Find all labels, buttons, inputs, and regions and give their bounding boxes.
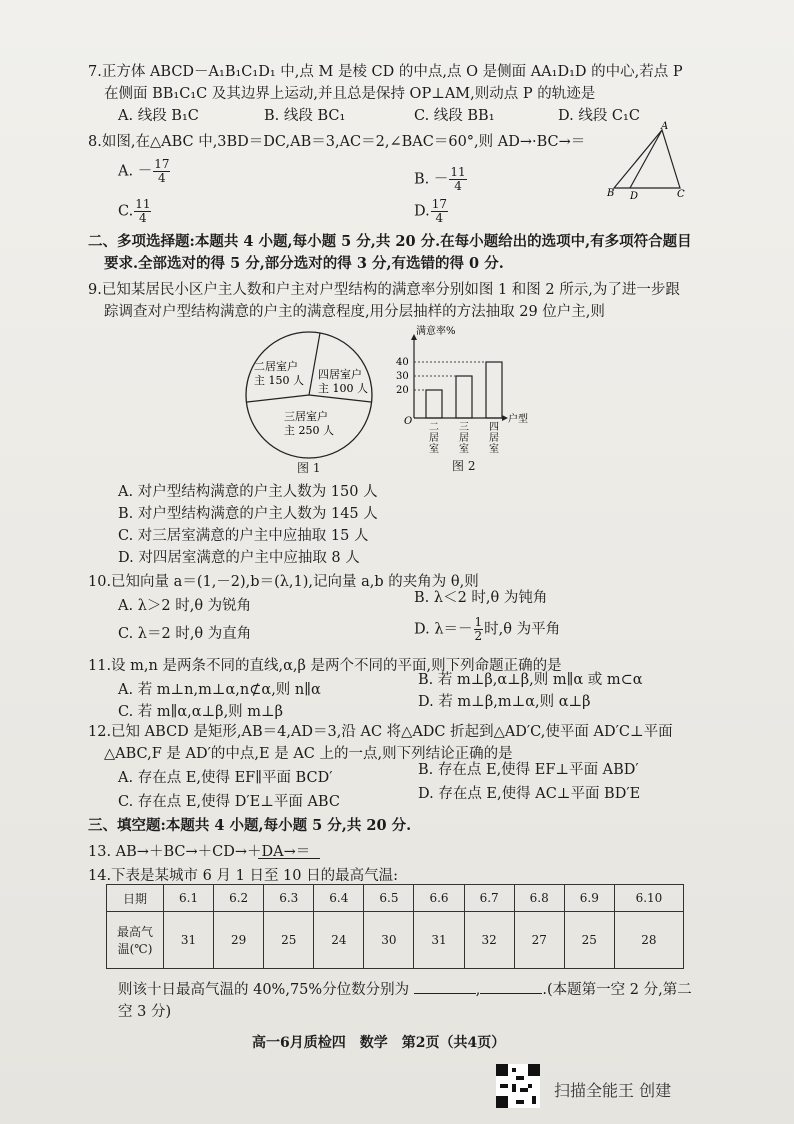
q11-stem: 11.设 m,n 是两条不同的直线,α,β 是两个不同的平面,则下列命题正确的是 [88,658,562,674]
section3-heading: 三、填空题:本题共 4 小题,每小题 5 分,共 20 分. [88,817,412,834]
q8-option-d-den: 4 [435,211,444,225]
table-cell-date: 6.10 [614,885,683,912]
table-cell-temp: 31 [164,912,214,969]
q14-answer-blank-2[interactable] [480,993,542,994]
q8-option-c-num: 11 [135,197,151,211]
table-cell-temp: 27 [514,912,564,969]
q14-tail-line2: 空 3 分) [118,1004,172,1020]
q12-option-c: C. 存在点 E,使得 D′E⊥平面 ABC [118,794,340,810]
q14-answer-blank-1[interactable] [414,993,476,994]
pie-divider-2 [309,395,371,402]
q10-option-b: B. λ＜2 时,θ 为钝角 [414,590,548,606]
bar-cat-2room-char2: 居 [429,433,439,444]
table-cell-date: 6.9 [564,885,614,912]
vertex-b-label: B [607,188,615,199]
bar-xlabel: 户型 [508,414,528,425]
q8-stem: 8.如图,在△ABC 中,3BD＝DC,AB＝3,AC＝2,∠BAC＝60°,则 AD→·BC→＝ [88,134,586,150]
pie-label-4room-line1: 四居室户 [318,368,362,381]
table-cell-date: 6.1 [164,885,214,912]
q10-option-a: A. λ＞2 时,θ 为锐角 [118,598,252,614]
bar-cat-3room-char3: 室 [459,444,469,455]
pie-chart-figure1 [244,330,374,460]
q8-option-c-prefix: C. [118,203,134,220]
table-cell-temp: 31 [414,912,464,969]
table-header-temp-line2: 温(℃) [117,942,153,956]
q9-option-b: B. 对户型结构满意的户主人数为 145 人 [118,506,378,522]
q10-option-d-num: 1 [474,615,483,629]
q9-line2: 踪调查对户型结构满意的户主的满意程度,用分层抽样的方法抽取 29 位户主,则 [104,304,605,320]
q8-option-a-den: 4 [158,171,166,185]
q9-line1: 9.已知某居民小区户主人数和户主对户型结构的满意率分别如图 1 和图 2 所示,为了进一步跟 [88,282,680,298]
q8-option-b-fraction [449,166,466,193]
table-cell-temp: 32 [464,912,514,969]
bar-origin-label: O [404,416,413,427]
q9-option-d: D. 对四居室满意的户主中应抽取 8 人 [118,550,360,566]
q10-option-d-den: 2 [474,629,483,643]
table-cell-date: 6.4 [314,885,364,912]
pie-label-4room-line2: 主 100 人 [318,382,368,395]
table-cell-temp: 30 [364,912,414,969]
bar-caption: 图 2 [452,459,476,473]
table-cell-temp: 25 [264,912,314,969]
table-cell-date: 6.7 [464,885,514,912]
bar-cat-4room-char3: 室 [489,444,499,455]
q7-option-d: D. 线段 C₁C [558,108,640,124]
q12-option-d: D. 存在点 E,使得 AC⊥平面 BD′E [418,786,641,802]
bar-cat-4room-char1: 四 [489,422,499,433]
pie-divider-3 [247,395,309,402]
q14-tail-text: 则该十日最高气温的 40%,75%分位数分别为 [118,982,410,998]
pie-label-3room-line2: 主 250 人 [284,424,334,437]
table-cell-temp: 28 [614,912,683,969]
q11-option-c: C. 若 m∥α,α⊥β,则 m⊥β [118,704,284,720]
scanner-watermark: 扫描全能王 创建 [554,1081,672,1100]
bar-ylabel: 满意率% [416,326,456,337]
table-header-temp-line1: 最高气 [116,925,153,939]
q12-line2: △ABC,F 是 AD′的中点,E 是 AC 上的一点,则下列结论正确的是 [104,746,513,762]
pie-label-2room-line2: 主 150 人 [254,374,304,387]
bar-cat-2room-char1: 二 [429,422,439,433]
q14-tail-line1: 则该十日最高气温的 40%,75%分位数分别为 , .(本题第一空 2 分,第二 [118,982,692,998]
q8-option-a-num: 17 [154,157,170,171]
q8-option-b-den: 4 [454,179,462,193]
segment-ad [630,130,662,188]
q10-option-c: C. λ＝2 时,θ 为直角 [118,626,252,642]
bar-chart-figure2 [394,320,528,455]
pie-label-3room-line1: 三居室户 [284,410,328,423]
section2-line1: 二、多项选择题:本题共 4 小题,每小题 5 分,共 20 分.在每小题给出的选项中,有多项符合题目 [88,233,692,250]
qr-code-icon [496,1064,540,1108]
q12-option-b: B. 存在点 E,使得 EF⊥平面 ABD′ [418,762,639,778]
bar-2 [486,362,502,418]
q10-option-d [414,616,560,643]
q8-option-b [414,166,468,193]
section2-line2: 要求.全部选对的得 5 分,部分选对的得 3 分,有选错的得 0 分. [104,255,504,272]
vertex-c-label: C [677,189,685,200]
table-row-temps [107,912,684,969]
q8-option-d-prefix: D. [414,203,430,220]
q8-option-c-den: 4 [139,211,147,225]
q10-option-d-suffix: 时,θ 为平角 [484,621,561,638]
q8-triangle-figure [606,120,686,200]
q14-stem: 14.下表是某城市 6 月 1 日至 10 日的最高气温: [88,868,398,884]
table-cell-temp: 29 [214,912,264,969]
table-row-dates [107,885,684,912]
triangle-abc [614,130,680,188]
bar-cat-2room-char3: 室 [429,444,439,455]
bar-ytick-30: 30 [396,371,409,382]
q8-option-c-fraction [134,198,151,225]
bar-marks [414,362,502,418]
bar-ticks [396,357,409,396]
bar-ytick-20: 20 [396,385,409,396]
vertex-a-label: A [661,121,669,132]
q11-option-d: D. 若 m⊥β,m⊥α,则 α⊥β [418,694,591,710]
page-footer: 高一6月质检四 数学 第2页（共4页） [252,1035,506,1051]
q10-stem: 10.已知向量 a＝(1,－2),b＝(λ,1),记向量 a,b 的夹角为 θ,则 [88,574,479,590]
q13-answer-blank[interactable] [258,858,320,859]
q11-option-a: A. 若 m⊥n,m⊥α,n⊄α,则 n∥α [118,682,321,698]
q10-option-d-prefix: D. λ＝－ [414,621,473,638]
q8-option-d-fraction [431,198,448,225]
q12-line1: 12.已知 ABCD 是矩形,AB＝4,AD＝3,沿 AC 将△ADC 折起到△AD′C,使平面 AD′C⊥平面 [88,724,673,740]
q8-option-a-fraction [153,158,170,185]
q7-option-c: C. 线段 BB₁ [414,108,495,124]
q8-option-a [118,158,171,185]
table-cell-temp: 25 [564,912,614,969]
table-cell-date: 6.6 [414,885,464,912]
table-cell-date: 6.5 [364,885,414,912]
q10-option-d-fraction [474,616,484,643]
table-cell-temp: 24 [314,912,364,969]
table-cell-date: 6.2 [214,885,264,912]
table-header-temp [107,912,164,969]
temperature-table [106,884,684,969]
table-cell-date: 6.8 [514,885,564,912]
q7-line2: 在侧面 BB₁C₁C 及其边界上运动,并且总是保持 OP⊥AM,则动点 P 的轨迹是 [104,86,596,102]
q9-option-c: C. 对三居室满意的户主中应抽取 15 人 [118,528,369,544]
q11-option-b: B. 若 m⊥β,α⊥β,则 m∥α 或 m⊂α [418,672,643,688]
bar-ytick-40: 40 [396,357,409,368]
point-d-label: D [630,191,639,202]
bar-1 [456,376,472,418]
bar-cat-3room-char1: 三 [459,422,469,433]
q7-line1: 7.正方体 ABCD－A₁B₁C₁D₁ 中,点 M 是棱 CD 的中点,点 O 是侧面 AA₁D₁D 的中心,若点 P [88,64,683,80]
table-header-date: 日期 [107,885,164,912]
bar-0 [426,390,442,418]
q8-option-d-num: 17 [431,197,447,211]
q12-option-a: A. 存在点 E,使得 EF∥平面 BCD′ [118,770,333,786]
bar-cat-3room-char2: 居 [459,433,469,444]
bar-cat-4room-char2: 居 [489,433,499,444]
table-cell-date: 6.3 [264,885,314,912]
q8-option-d [414,198,449,225]
q14-tail-end: .(本题第一空 2 分,第二 [542,982,692,998]
q13-stem: 13. AB→＋BC→＋CD→＋DA→＝ [88,844,311,860]
pie-label-2room-line1: 二居室户 [254,360,298,373]
q8-option-c [118,198,152,225]
q8-option-b-num: 11 [450,165,466,179]
q8-option-a-prefix: A. － [118,163,153,180]
pie-caption: 图 1 [297,461,321,475]
q7-option-a: A. 线段 B₁C [118,108,199,124]
q8-option-b-prefix: B. － [414,171,449,188]
q9-option-a: A. 对户型结构满意的户主人数为 150 人 [118,484,378,500]
q7-option-b: B. 线段 BC₁ [264,108,346,124]
